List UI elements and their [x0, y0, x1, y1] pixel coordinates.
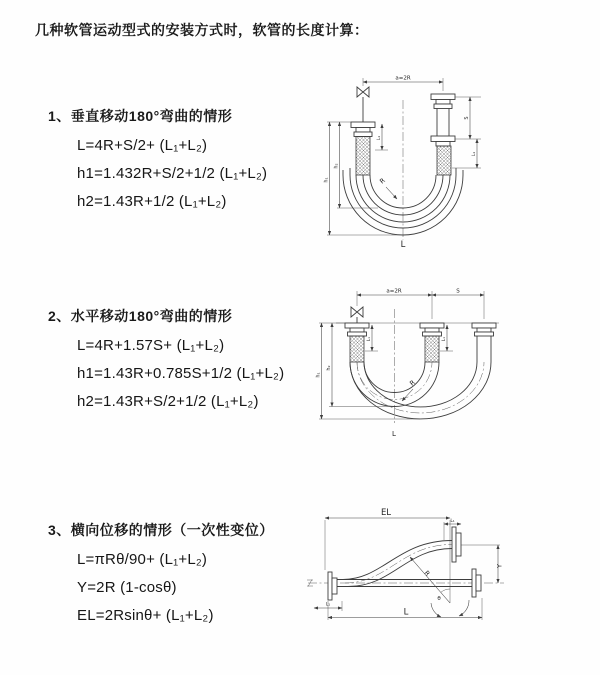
section-3-heading: 3、横向位移的情形（一次性变位） — [48, 522, 274, 538]
formula-h1: h1=1.43R+0.785S+1/2 (L₁+L₂) — [77, 365, 285, 382]
formula-length: L=4R+S/2+ (L₁+L₂) — [77, 137, 208, 154]
swing-arrow — [431, 603, 441, 617]
section-1-formulas — [77, 132, 267, 216]
dim-label-s: S — [464, 116, 470, 120]
dim-label-l1-mid: L₁ — [441, 336, 446, 342]
dim-label-l1-left: L₁ — [325, 602, 331, 608]
dim-label-h1: h₁ — [315, 372, 322, 378]
section-vertical-movement — [48, 106, 267, 216]
dim-label-l1-top: L₁ — [450, 519, 455, 524]
diagram-lateral-displacement — [298, 500, 513, 632]
dim-label-h1: h₁ — [323, 177, 330, 183]
length-label: L — [400, 240, 406, 250]
length-label: L — [403, 607, 409, 618]
hose-arc-displaced — [350, 362, 491, 419]
flange-displaced — [452, 527, 456, 562]
braided-hose-section — [356, 137, 370, 176]
dim-label-s: S — [456, 288, 460, 295]
section-2-heading: 2、水平移动180°弯曲的情形 — [48, 308, 233, 324]
formula-h2: h2=1.43R+S/2+1/2 (L₁+L₂) — [77, 393, 259, 410]
section-3-formulas — [77, 546, 274, 630]
dim-label-l1-right: L₁ — [472, 151, 477, 157]
dim-label-h2: h₂ — [333, 163, 340, 169]
swing-arrow — [459, 600, 469, 616]
page-title: 几种软管运动型式的安装方式时，软管的长度计算： — [35, 22, 369, 38]
formula-length: L=πRθ/90+ (L₁+L₂) — [77, 551, 208, 568]
angle-label: θ — [437, 596, 441, 602]
radius-label: R — [378, 176, 387, 186]
flange — [431, 94, 455, 100]
section-lateral-displacement — [48, 520, 274, 630]
moving-pipe-position-2 — [472, 323, 496, 362]
braided-hose-section — [437, 146, 451, 175]
length-label: L — [392, 430, 396, 438]
moving-pipe-position-1 — [420, 323, 444, 362]
valve-icon — [351, 307, 363, 317]
diagram-1-drawing — [318, 70, 500, 252]
diagram-2-drawing — [312, 283, 507, 463]
section-horizontal-movement — [48, 306, 284, 416]
diagram-3-drawing — [298, 500, 513, 632]
hose-arc-displaced — [364, 362, 477, 407]
hose-curve — [343, 541, 452, 580]
dim-label-l1-left: L₁ — [377, 135, 382, 141]
valve-icon — [357, 87, 369, 97]
angle-arc — [441, 589, 450, 592]
flange-right — [472, 569, 476, 597]
section-2-formulas — [77, 332, 284, 416]
formula-h2: h2=1.43R+1/2 (L₁+L₂) — [77, 193, 227, 210]
hose-centerline-arc — [357, 362, 484, 413]
flange — [431, 136, 455, 142]
radius-leader — [386, 187, 397, 199]
radius-leader — [410, 557, 450, 603]
formula-h1: h1=1.432R+S/2+1/2 (L₁+L₂) — [77, 165, 268, 182]
flange — [351, 122, 375, 128]
dim-label-y: Y — [495, 564, 504, 568]
radius-label: R — [422, 569, 432, 578]
dim-label-el: EL — [380, 508, 392, 518]
dim-label-a2r: a=2R — [386, 288, 402, 295]
diagram-horizontal-180-bend — [312, 283, 507, 463]
flange-left — [328, 572, 332, 600]
radius-label: R — [408, 378, 417, 388]
hose-curve — [348, 549, 452, 587]
section-1-heading: 1、垂直移动180°弯曲的情形 — [48, 108, 233, 124]
formula-y: Y=2R (1-cosθ) — [77, 579, 177, 596]
dim-label-h2: h₂ — [326, 365, 332, 371]
dim-label-l1-left: L₁ — [366, 336, 371, 342]
formula-length: L=4R+1.57S+ (L₁+L₂) — [77, 337, 225, 354]
formula-el: EL=2Rsinθ+ (L₁+L₂) — [77, 607, 214, 624]
fixed-pipe-assembly — [345, 323, 369, 362]
dim-label-a2r: a=2R — [395, 75, 411, 82]
diagram-vertical-180-bend — [318, 70, 500, 252]
